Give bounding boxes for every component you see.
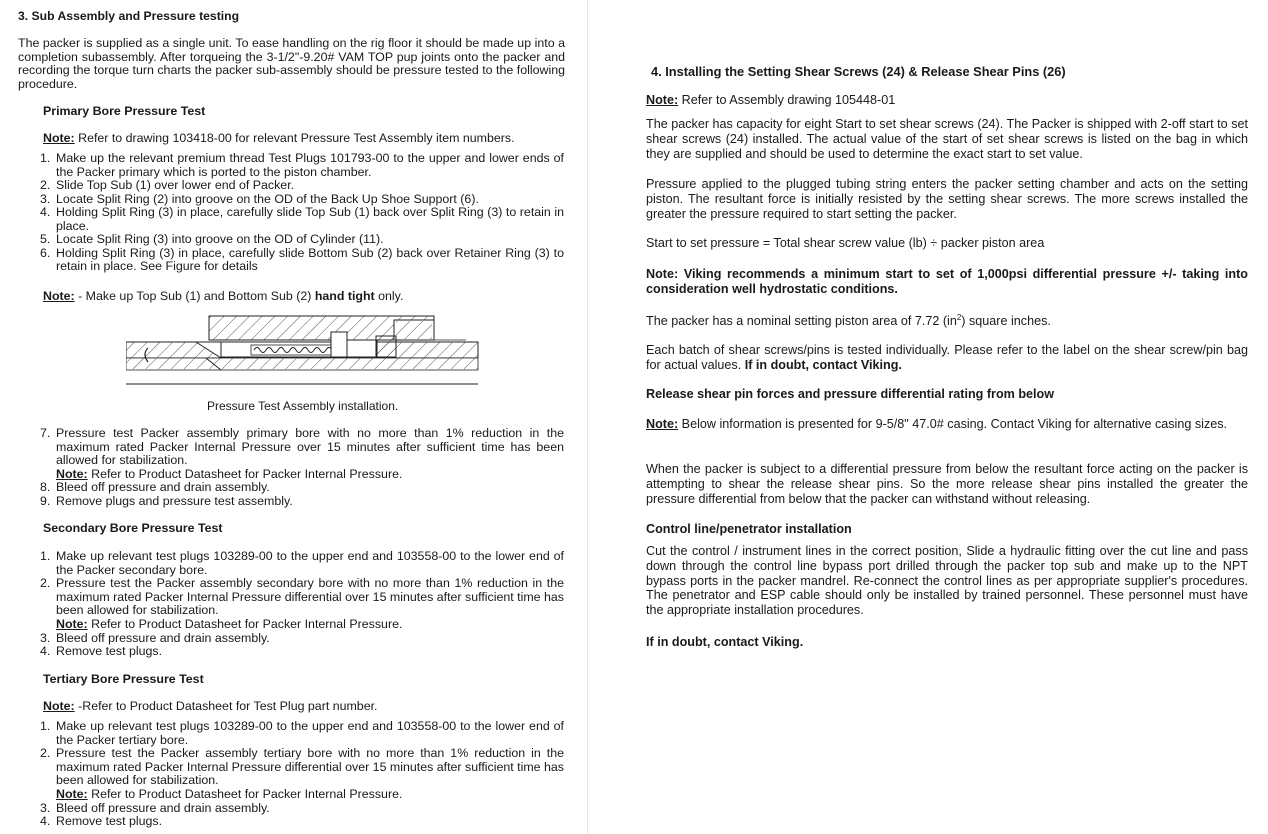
secondary-steps-list	[40, 550, 564, 659]
section-4-heading: 4. Installing the Setting Shear Screws (24) & Release Shear Pins (26)	[651, 64, 1066, 79]
piston-area-paragraph: The packer has a nominal setting piston area of 7.72 $(in^2)$ square inches.	[646, 313, 1051, 329]
shear-screws-paragraph: The packer has capacity for eight Start to set shear screws (24). The Packer is shipped with 2-off start to set shear screws (24) installed. The actual value of the start of set shear screws is listed on the bag in which they are supplied and should be used to determine the exact start to set value.	[646, 117, 1248, 161]
right-document-page	[638, 0, 1268, 672]
list-item: 9. Remove plugs and pressure test assembly.	[40, 493, 293, 508]
release-shear-heading: Release shear pin forces and pressure differential rating from below	[646, 387, 1055, 401]
list-item: 1. Make up relevant test plugs 103289-00 to the upper end and 103558-00 to the lower end of the Packer secondary bore.	[40, 549, 564, 577]
assembly-drawing-note: Note: Refer to Assembly drawing 105448-01	[646, 93, 896, 107]
list-item: 4. Remove test plugs.	[40, 814, 163, 829]
list-item: 2. Slide Top Sub (1) over lower end of Packer.	[40, 178, 295, 192]
batch-paragraph: Each batch of shear screws/pins is tested individually. Please refer to the label on the shear screw/pin bag for actual values. If in doubt, contact Viking.	[646, 343, 1248, 372]
note-label: Note:	[43, 131, 75, 145]
primary-steps-list	[40, 152, 564, 274]
primary-steps-list-2	[40, 427, 564, 509]
hand-tight-note: Note: - Make up Top Sub (1) and Bottom Sub (2) hand tight only.	[43, 289, 404, 303]
page-divider	[587, 0, 588, 834]
list-item: 2. Pressure test the Packer assembly tertiary bore with no more than 1% reduction in the maximum rated Packer Internal Pressure differential over 15 minutes after sufficient time has been allowed for stabilization. Note: Refer to Product Datasheet for Packer Internal Pressure.	[40, 746, 564, 801]
list-item: 4. Remove test plugs.	[40, 644, 163, 659]
list-item: 8. Bleed off pressure and drain assembly.	[40, 480, 270, 495]
list-item: 1. Make up relevant test plugs 103289-00 to the upper end and 103558-00 to the lower end of the Packer tertiary bore.	[40, 719, 564, 747]
list-item: 1. Make up the relevant premium thread Test Plugs 101793-00 to the upper and lower ends of the Packer primary which is ported to the piston chamber.	[40, 151, 564, 179]
casing-note: Note: Below information is presented for 9-5/8" 47.0# casing. Contact Viking for alternative casing sizes.	[646, 417, 1228, 431]
control-line-paragraph: Cut the control / instrument lines in the correct position, Slide a hydraulic fitting over the cut line and pass down through the control line bypass port drilled through the packer top sub and make up to the NPT bypass ports in the packer mandrel. Re-connect the control lines as per appropriate supplier's procedures. The penetrator and ESP cable should only be installed by trained personnel. These personnel must have the appropriate installation procedures.	[646, 544, 1248, 618]
viking-recommendation-note: Note: Viking recommends a minimum start to set of 1,000psi differential pressure +/- taking into consideration well hydrostatic conditions.	[646, 267, 1248, 296]
list-item: 7. Pressure test Packer assembly primary bore with no more than 1% reduction in the maximum rated Packer Internal Pressure over 15 minutes after sufficient time has been allowed for stabilization. Note: Refer to Product Datasheet for Packer Internal Pressure.	[40, 426, 564, 481]
figure-caption: Pressure Test Assembly installation.	[207, 399, 399, 413]
differential-paragraph: When the packer is subject to a differential pressure from below the resultant force acting on the packer is attempting to shear the release shear pins. So the more release shear pins installed the greater the pressure differential from below that the packer can withstand without releasing.	[646, 462, 1248, 506]
pressure-test-assembly-drawing	[126, 312, 482, 388]
list-item: 4. Holding Split Ring (3) in place, carefully slide Top Sub (1) back over Split Ring (3) to retain in place.	[40, 205, 564, 233]
contact-viking-line: If in doubt, contact Viking.	[646, 635, 804, 649]
section-3-heading: 3. Sub Assembly and Pressure testing	[18, 9, 240, 23]
note-text: Refer to drawing 103418-00 for relevant Pressure Test Assembly item numbers.	[74, 131, 515, 145]
list-item: 3. Locate Split Ring (2) into groove on the OD of the Back Up Shoe Support (6).	[40, 191, 479, 206]
tertiary-note: Note: -Refer to Product Datasheet for Test Plug part number.	[43, 699, 378, 713]
section-3-intro: The packer is supplied as a single unit. To ease handling on the rig floor it should be made up into a completion subassembly. After torqueing the 3-1/2"-9.20# VAM TOP pup joints onto the packer and recording the torque turn charts the packer sub-assembly should be pressure tested to the following procedure.	[18, 36, 565, 91]
primary-bore-heading: Primary Bore Pressure Test	[43, 104, 206, 118]
tertiary-steps-list	[40, 720, 564, 829]
control-line-heading: Control line/penetrator installation	[646, 522, 852, 536]
secondary-bore-heading: Secondary Bore Pressure Test	[43, 521, 223, 535]
left-document-page	[0, 0, 586, 834]
formula-text: Start to set pressure = Total shear screw value (lb) ÷ packer piston area	[646, 236, 1045, 250]
list-item: 3. Bleed off pressure and drain assembly.	[40, 800, 270, 815]
list-item: 3. Bleed off pressure and drain assembly.	[40, 630, 270, 645]
list-item: 5. Locate Split Ring (3) into groove on the OD of Cylinder (11).	[40, 232, 384, 247]
pressure-paragraph: Pressure applied to the plugged tubing string enters the packer setting chamber and acts on the setting piston. The resultant force is initially resisted by the setting shear screws. The more screws installed the greater the pressure required to start setting the packer.	[646, 177, 1248, 221]
list-item: 6. Holding Split Ring (3) in place, carefully slide Bottom Sub (2) back over Retainer Ring (3) to retain in place. See Figure for details	[40, 245, 564, 274]
tertiary-bore-heading: Tertiary Bore Pressure Test	[43, 672, 204, 686]
primary-note	[43, 132, 563, 146]
list-item: 2. Pressure test the Packer assembly secondary bore with no more than 1% reduction in the maximum rated Packer Internal Pressure differential over 15 minutes after sufficient time has been allowed for stabilization. Note: Refer to Product Datasheet for Packer Internal Pressure.	[40, 576, 564, 631]
